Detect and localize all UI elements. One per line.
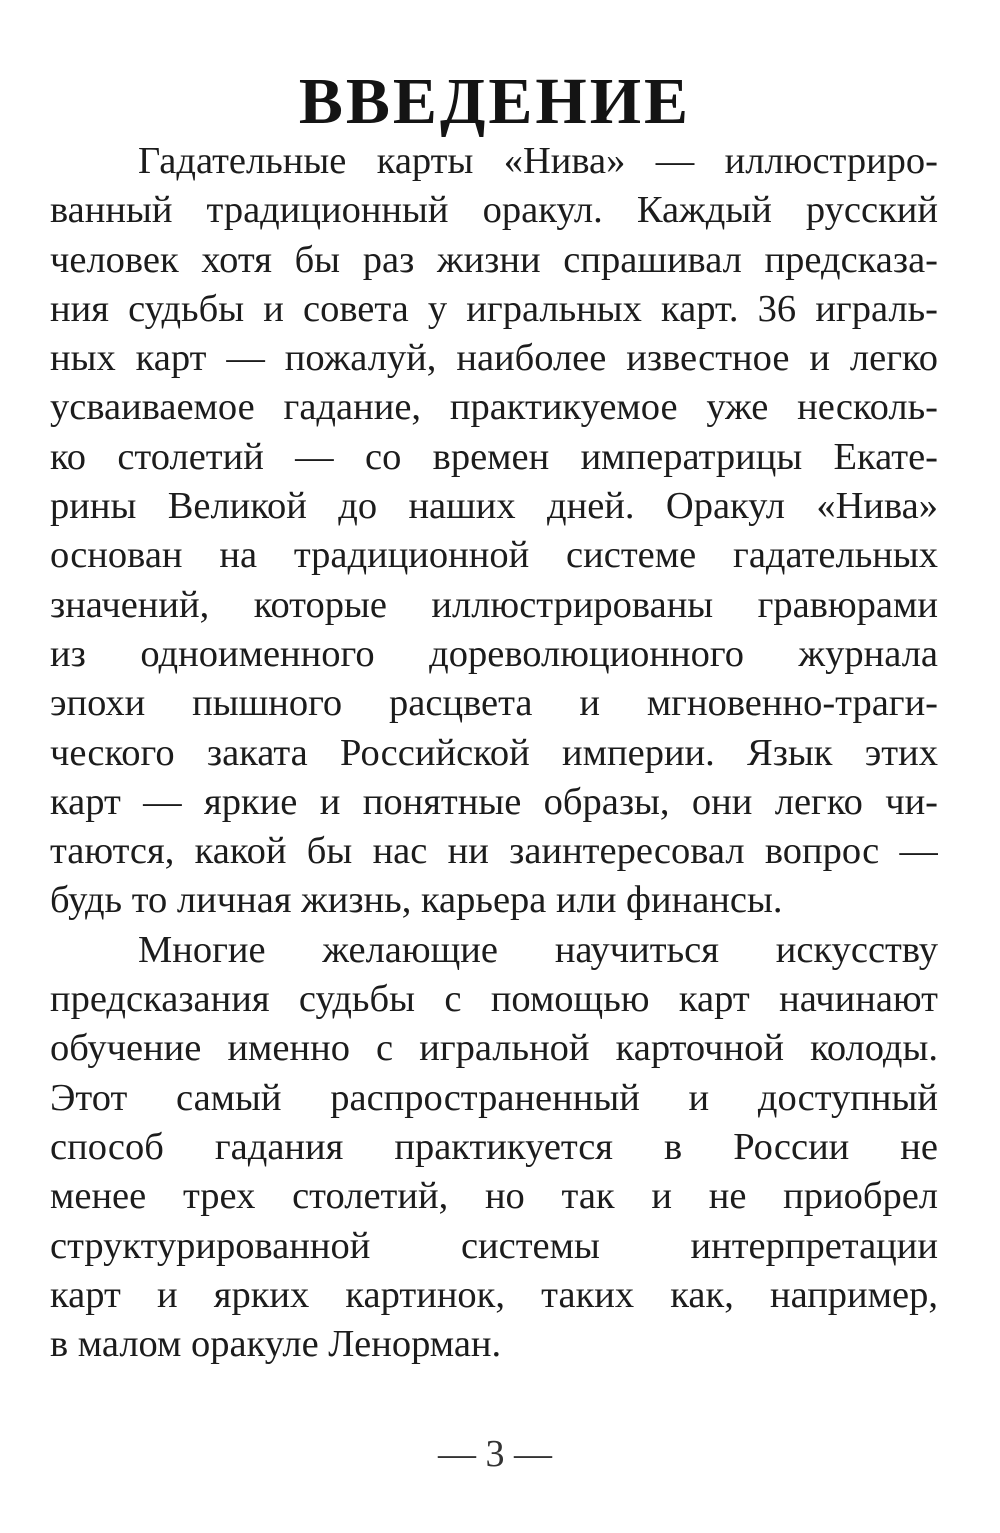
body-text: [50, 137, 938, 1369]
text-line: Этот самый распространенный и доступный: [50, 1076, 938, 1119]
text-line: основан на традиционной системе гадательных: [50, 534, 938, 577]
text-line: структурированной системы интерпретации: [50, 1224, 938, 1267]
text-line: менее трех столетий, но так и не приобрел: [50, 1175, 938, 1218]
text-line: рины Великой до наших дней. Оракул «Нива»: [50, 485, 938, 528]
text-line: карт и ярких картинок, таких как, например,: [50, 1273, 938, 1316]
text-line: ния судьбы и совета у игральных карт. 36 играль-: [50, 287, 938, 330]
paragraph-2: [50, 926, 938, 1370]
text-line: ванный традиционный оракул. Каждый русский: [50, 189, 938, 232]
text-line: ко столетий — со времен императрицы Екате-: [50, 435, 938, 478]
text-line: таются, какой бы нас ни заинтересовал вопрос —: [50, 830, 938, 873]
text-line: человек хотя бы раз жизни спрашивал предсказа-: [50, 238, 938, 281]
text-line: Гадательные карты «Нива» — иллюстриро-: [138, 140, 938, 182]
text-line: из одноименного дореволюционного журнала: [50, 632, 938, 675]
paragraph-1: [50, 137, 938, 926]
text-line: карт — яркие и понятные образы, они легко чи-: [50, 780, 938, 823]
text-line: Многие желающие научиться искусству: [138, 928, 938, 971]
page-number: — 3 —: [438, 1433, 552, 1475]
text-line: ческого заката Российской империи. Язык этих: [50, 731, 938, 774]
text-line: эпохи пышного расцвета и мгновенно-траги-: [50, 682, 938, 725]
text-line: значений, которые иллюстрированы гравюрами: [50, 583, 938, 626]
text-line: в малом оракуле Ленорман.: [50, 1323, 502, 1366]
text-line: способ гадания практикуется в России не: [50, 1125, 938, 1168]
text-line: усваиваемое гадание, практикуемое уже несколь-: [50, 386, 938, 429]
text-line: предсказания судьбы с помощью карт начинают: [50, 978, 938, 1021]
chapter-title: ВВЕДЕНИЕ: [298, 65, 692, 138]
text-line: ных карт — пожалуй, наиболее известное и легко: [50, 337, 938, 380]
text-line: будь то личная жизнь, карьера или финансы.: [50, 879, 783, 922]
text-line: обучение именно с игральной карточной колоды.: [50, 1027, 938, 1070]
